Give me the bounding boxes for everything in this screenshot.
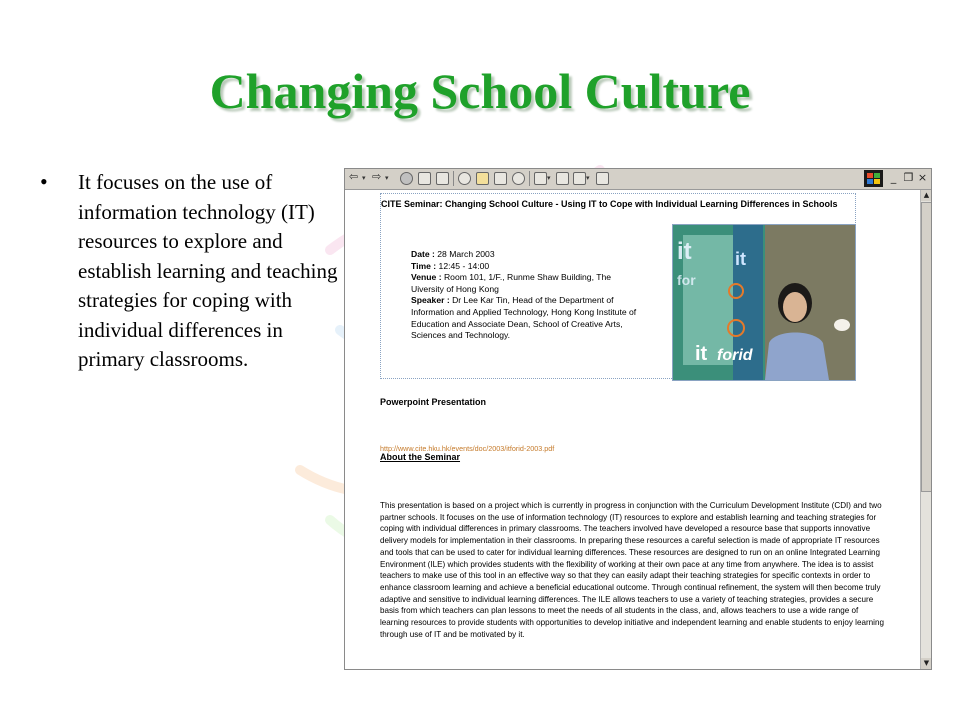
browser-toolbar <box>345 169 931 190</box>
venue-value: Room 101, 1/F., Runme Shaw Building, The Uiversity of Hong Kong <box>411 272 612 294</box>
home-icon[interactable] <box>436 172 449 185</box>
about-text: This presentation is based on a project which is currently in progress in conjunction with the Curriculum Development Institute (CDI) and two partner schools. It focuses on the use of information technology (IT) resources to explore and establish learning and teaching strategies for coping with individual differences in primary classrooms. The teachers involved have developed a resource base that supports innovative delivery models for implementation in their classrooms. In preparing these resources a careful selection is made of appropriate IT resources and tools that can be used to cater for individual learning differences. These resources are designed to run on an online Integrated Learning Environment (ILE) which provides students with the flexibility of working at their own pace at any time from anywhere. The idea is to assist teachers to make use of this tool in an effective way so that they can easily adapt their teaching strategies for specific contexts in order to enhance classroom learning and achieve a beneficial educational outcome. Through continual refinement, the system will then become truly adaptive and sensitive to individual learning differences. The ILE allows teachers to use a variety of teaching strategies, provides a secure basis from which teachers can plan lessons to meet the needs of all students in the class, and, allows teachers to use a wide range of learning resources to provide students with opportunities to develop initiative and independent learning and enable students to enjoy learning through use of IT and be motivated by it. <box>380 501 884 639</box>
about-heading: About the Seminar <box>380 452 461 462</box>
forward-dropdown-icon[interactable]: ▾ <box>385 174 389 182</box>
restore-button[interactable]: ❐ <box>903 171 914 184</box>
vertical-scrollbar[interactable] <box>920 190 932 669</box>
refresh-icon[interactable] <box>418 172 431 185</box>
edit-dropdown-icon[interactable]: ▾ <box>586 174 590 182</box>
forward-arrow-icon[interactable]: ⇨ <box>372 170 382 183</box>
date-label: Date : <box>411 249 435 259</box>
svg-text:it: it <box>735 249 746 269</box>
search-icon[interactable] <box>458 172 471 185</box>
back-arrow-icon[interactable]: ⇦ <box>349 170 359 183</box>
speaker-photo-image <box>673 225 855 380</box>
svg-text:it: it <box>677 238 692 265</box>
minimize-button[interactable]: _ <box>890 171 897 184</box>
history-icon[interactable] <box>494 172 507 185</box>
channels-icon[interactable] <box>512 172 525 185</box>
browser-window-screenshot <box>344 168 932 670</box>
seminar-info-box <box>380 193 856 379</box>
speaker-label: Speaker : <box>411 295 450 306</box>
svg-text:for: for <box>677 272 696 288</box>
close-button[interactable]: × <box>917 171 928 184</box>
mail-dropdown-icon[interactable]: ▾ <box>547 174 551 182</box>
pdf-link[interactable]: http://www.cite.hku.hk/events/doc/2003/itforid-2003.pdf <box>380 444 555 453</box>
windows-logo-icon <box>864 170 883 187</box>
time-value: 12:45 - 14:00 <box>438 260 490 271</box>
back-dropdown-icon[interactable]: ▾ <box>362 174 366 182</box>
powerpoint-heading: Powerpoint Presentation <box>380 397 487 407</box>
bullet-text: It focuses on the use of information technology (IT) resources to explore and establish learning and teaching strategies for coping with individual differences in primary classrooms. <box>78 170 338 371</box>
seminar-details <box>411 249 643 342</box>
scrollbar-thumb[interactable] <box>921 202 932 492</box>
svg-text:it: it <box>695 343 708 365</box>
toolbar-divider <box>529 171 530 186</box>
edit-icon[interactable] <box>573 172 586 185</box>
mail-icon[interactable] <box>534 172 547 185</box>
bullet-dot-icon: • <box>40 169 48 194</box>
web-page-content <box>345 190 920 669</box>
speaker-photo <box>672 224 856 381</box>
time-label: Time : <box>411 260 437 271</box>
toolbar-divider <box>453 171 454 186</box>
scroll-down-button[interactable]: ▼ <box>921 658 932 669</box>
date-value: 28 March 2003 <box>437 249 495 259</box>
svg-text:forid: forid <box>717 347 753 364</box>
discuss-icon[interactable] <box>596 172 609 185</box>
slide-title: Changing School Culture <box>209 63 751 119</box>
stop-icon[interactable] <box>400 172 413 185</box>
seminar-title: CITE Seminar: Changing School Culture - Using IT to Cope with Individual Learning Differences in Schools <box>381 199 838 209</box>
speaker-value: Dr Lee Kar Tin, Head of the Department of Information and Applied Technology, Hong Kong Institute of Education and Associate Dean, School of Creative Arts, Sciences and Technology. <box>411 295 637 341</box>
venue-label: Venue : <box>411 272 442 283</box>
print-icon[interactable] <box>556 172 569 185</box>
scroll-up-button[interactable]: ▲ <box>921 190 932 201</box>
favorites-icon[interactable] <box>476 172 489 185</box>
